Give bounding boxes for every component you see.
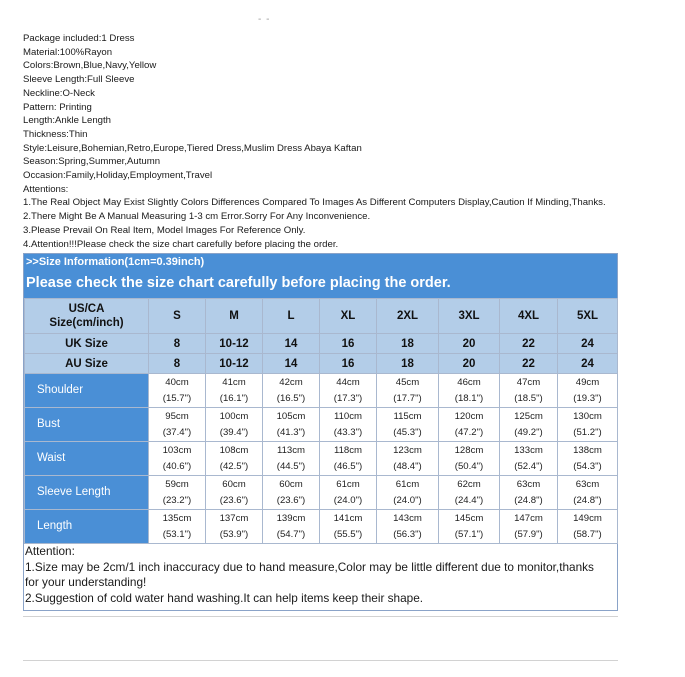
uk-size-cell: 18	[377, 334, 439, 354]
spec-line: Season:Spring,Summer,Autumn	[23, 156, 161, 168]
measure-cm: 113cm	[276, 445, 306, 456]
measure-cell	[500, 442, 558, 476]
measure-cell	[149, 374, 206, 408]
measure-cell	[263, 476, 320, 510]
product-specs	[23, 32, 683, 251]
measure-cm: 110cm	[333, 411, 363, 422]
spec-line: Neckline:O-Neck	[23, 87, 95, 99]
measure-cm: 100cm	[219, 411, 249, 422]
measure-inch: (18.5")	[514, 392, 543, 404]
measure-cm: 40cm	[165, 377, 189, 388]
measure-cm: 147cm	[514, 513, 543, 524]
measure-cm: 95cm	[165, 411, 189, 422]
measure-cell	[263, 408, 320, 442]
measure-inch: (56.3")	[393, 528, 422, 540]
measure-cell	[558, 476, 618, 510]
measure-cell	[320, 442, 377, 476]
size-header-cell: 5XL	[558, 299, 618, 334]
measure-cell	[320, 510, 377, 544]
divider	[23, 660, 618, 661]
measure-inch: (42.5")	[219, 460, 249, 472]
measure-inch: (18.1")	[454, 392, 484, 404]
note-line-1: 1.Size may be 2cm/1 inch inaccuracy due to hand measure,Color may be little different due to monitor,thanks	[25, 559, 594, 574]
measure-cell	[320, 374, 377, 408]
au-size-label: AU Size	[25, 354, 149, 374]
spec-line: 1.The Real Object May Exist Slightly Colors Differences Compared To Images As Different Computers Display,Caution If Minding,Thanks.	[23, 197, 606, 209]
measure-inch: (50.4")	[454, 460, 484, 472]
spec-line: 4.Attention!!!Please check the size chart carefully before placing the order.	[23, 238, 339, 250]
measure-cm: 115cm	[393, 411, 422, 422]
measure-cell	[206, 510, 263, 544]
table-row	[25, 374, 618, 408]
measure-cm: 130cm	[573, 411, 602, 422]
table-row	[25, 442, 618, 476]
uk-size-label: UK Size	[25, 334, 149, 354]
uk-size-cell: 10-12	[206, 334, 263, 354]
au-size-cell: 16	[320, 354, 377, 374]
au-size-cell: 8	[149, 354, 206, 374]
spec-line: Material:100%Rayon	[23, 46, 113, 58]
measure-cell	[558, 442, 618, 476]
measure-cm: 143cm	[393, 513, 422, 524]
size-header-cell: 4XL	[500, 299, 558, 334]
measure-cm: 42cm	[279, 377, 303, 388]
measure-cell	[320, 476, 377, 510]
measure-cm: 120cm	[454, 411, 484, 422]
size-header-cell: XL	[320, 299, 377, 334]
uk-size-cell: 22	[500, 334, 558, 354]
measure-cm: 61cm	[336, 479, 360, 490]
measure-cell	[149, 442, 206, 476]
measure-cell	[377, 442, 439, 476]
spec-line: Attentions:	[23, 183, 69, 195]
measure-cell	[263, 442, 320, 476]
us-ca-label: US/CA	[68, 303, 105, 315]
size-header-cell: S	[149, 299, 206, 334]
measure-cm: 63cm	[575, 479, 600, 490]
measure-inch: (15.7")	[162, 392, 192, 404]
measure-cell	[149, 408, 206, 442]
measure-inch: (24.8")	[514, 494, 543, 506]
measure-cm: 108cm	[219, 445, 249, 456]
spec-line: Thickness:Thin	[23, 128, 88, 140]
measure-cell	[377, 408, 439, 442]
measure-inch: (37.4")	[162, 426, 192, 438]
measure-cell	[206, 476, 263, 510]
measure-cell	[149, 476, 206, 510]
measure-cell	[377, 374, 439, 408]
measure-cell	[206, 442, 263, 476]
measure-cell	[439, 408, 500, 442]
size-header-label	[25, 299, 149, 334]
size-chart-warning: Please check the size chart carefully before placing the order.	[26, 275, 451, 291]
measure-cm: 41cm	[222, 377, 246, 388]
measure-cm: 60cm	[279, 479, 303, 490]
measure-label: Sleeve Length	[25, 476, 149, 510]
au-size-cell: 14	[263, 354, 320, 374]
measure-label: Waist	[25, 442, 149, 476]
measure-inch: (54.7")	[276, 528, 306, 540]
table-row	[25, 510, 618, 544]
measure-inch: (45.3")	[393, 426, 422, 438]
measure-inch: (23.2")	[162, 494, 192, 506]
measure-cm: 49cm	[575, 377, 600, 388]
measure-inch: (52.4")	[514, 460, 543, 472]
measure-inch: (24.4")	[454, 494, 484, 506]
measure-cm: 44cm	[336, 377, 360, 388]
measure-cell	[500, 510, 558, 544]
measure-inch: (54.3")	[573, 460, 602, 472]
note-title: Attention:	[25, 544, 75, 558]
measure-cm: 45cm	[395, 377, 420, 388]
measure-cm: 135cm	[162, 513, 192, 524]
size-header-cell: 2XL	[377, 299, 439, 334]
size-chart	[23, 253, 618, 611]
measure-cm: 125cm	[514, 411, 543, 422]
measure-inch: (57.1")	[454, 528, 484, 540]
uk-size-row	[25, 334, 618, 354]
spec-line: 2.There Might Be A Manual Measuring 1-3 cm Error.Sorry For Any Inconvenience.	[23, 211, 371, 223]
measure-inch: (24.0")	[333, 494, 363, 506]
uk-size-cell: 16	[320, 334, 377, 354]
measure-cell	[263, 510, 320, 544]
measure-cm: 133cm	[514, 445, 543, 456]
measure-cell	[206, 374, 263, 408]
measure-inch: (40.6")	[162, 460, 192, 472]
measure-cell	[439, 374, 500, 408]
divider	[23, 616, 618, 617]
measure-label: Length	[25, 510, 149, 544]
measure-cell	[500, 408, 558, 442]
measure-cm: 46cm	[457, 377, 481, 388]
uk-size-cell: 24	[558, 334, 618, 354]
table-row	[25, 408, 618, 442]
size-unit-label: Size(cm/inch)	[49, 317, 124, 329]
measure-inch: (43.3")	[333, 426, 363, 438]
measure-cell	[558, 374, 618, 408]
measure-inch: (17.3")	[333, 392, 363, 404]
au-size-cell: 22	[500, 354, 558, 374]
top-mark: - -	[258, 14, 271, 25]
spec-line: 3.Please Prevail On Real Item, Model Images For Reference Only.	[23, 224, 306, 236]
measure-cm: 137cm	[219, 513, 249, 524]
measure-inch: (39.4")	[219, 426, 249, 438]
measure-cell	[439, 510, 500, 544]
measure-inch: (19.3")	[573, 392, 602, 404]
measure-cm: 145cm	[454, 513, 484, 524]
measure-inch: (46.5")	[333, 460, 363, 472]
size-note	[24, 544, 617, 606]
measure-inch: (24.0")	[393, 494, 422, 506]
measure-inch: (58.7")	[573, 528, 602, 540]
measure-cm: 138cm	[573, 445, 602, 456]
measure-inch: (17.7")	[393, 392, 422, 404]
spec-line: Colors:Brown,Blue,Navy,Yellow	[23, 60, 157, 72]
note-line-1-cont: for your understanding!	[25, 575, 147, 590]
measure-inch: (48.4")	[393, 460, 422, 472]
measure-cm: 60cm	[222, 479, 246, 490]
size-header-cell: M	[206, 299, 263, 334]
measure-cm: 59cm	[165, 479, 189, 490]
measure-cm: 118cm	[333, 445, 363, 456]
au-size-cell: 10-12	[206, 354, 263, 374]
spec-line: Occasion:Family,Holiday,Employment,Travel	[23, 170, 213, 182]
measure-label: Bust	[25, 408, 149, 442]
uk-size-cell: 8	[149, 334, 206, 354]
measure-inch: (23.6")	[219, 494, 249, 506]
measure-inch: (24.8")	[573, 494, 602, 506]
measure-cm: 105cm	[276, 411, 306, 422]
measure-inch: (47.2")	[454, 426, 484, 438]
spec-line: Length:Ankle Length	[23, 115, 112, 127]
size-header-row	[25, 299, 618, 334]
measure-cm: 128cm	[454, 445, 484, 456]
size-table	[24, 298, 618, 544]
measure-cell	[149, 510, 206, 544]
size-chart-banner	[24, 254, 617, 298]
measure-cell	[439, 442, 500, 476]
measure-inch: (53.9")	[219, 528, 249, 540]
measure-cm: 62cm	[457, 479, 481, 490]
measure-inch: (41.3")	[276, 426, 306, 438]
size-info-heading: >>Size Information(1cm=0.39inch)	[26, 256, 205, 268]
au-size-cell: 20	[439, 354, 500, 374]
measure-cell	[558, 408, 618, 442]
measure-cell	[500, 476, 558, 510]
spec-line: Sleeve Length:Full Sleeve	[23, 74, 135, 86]
au-size-cell: 18	[377, 354, 439, 374]
measure-inch: (23.6")	[276, 494, 306, 506]
measure-cm: 139cm	[276, 513, 306, 524]
measure-cm: 103cm	[162, 445, 192, 456]
size-header-cell: L	[263, 299, 320, 334]
spec-line: Pattern: Printing	[23, 101, 92, 113]
measure-inch: (49.2")	[514, 426, 543, 438]
au-size-row	[25, 354, 618, 374]
measure-inch: (57.9")	[514, 528, 543, 540]
spec-line: Style:Leisure,Bohemian,Retro,Europe,Tiered Dress,Muslim Dress Abaya Kaftan	[23, 142, 362, 154]
measure-cell	[263, 374, 320, 408]
measure-cm: 149cm	[573, 513, 602, 524]
measure-cell	[206, 408, 263, 442]
measure-cell	[377, 510, 439, 544]
uk-size-cell: 14	[263, 334, 320, 354]
measure-cell	[377, 476, 439, 510]
measure-cell	[500, 374, 558, 408]
measure-inch: (16.5")	[276, 392, 306, 404]
measure-cm: 47cm	[516, 377, 541, 388]
measure-cm: 141cm	[333, 513, 363, 524]
measure-inch: (44.5")	[276, 460, 306, 472]
size-header-cell: 3XL	[439, 299, 500, 334]
measure-cell	[320, 408, 377, 442]
measure-cell	[439, 476, 500, 510]
measure-inch: (16.1")	[219, 392, 249, 404]
table-row	[25, 476, 618, 510]
spec-line: Package included:1 Dress	[23, 33, 135, 44]
measure-inch: (51.2")	[573, 426, 602, 438]
measure-cm: 61cm	[395, 479, 420, 490]
measure-inch: (53.1")	[162, 528, 192, 540]
note-line-2: 2.Suggestion of cold water hand washing.It can help items keep their shape.	[25, 590, 424, 605]
au-size-cell: 24	[558, 354, 618, 374]
measure-label: Shoulder	[25, 374, 149, 408]
measure-cell	[558, 510, 618, 544]
measure-cm: 123cm	[393, 445, 422, 456]
measure-inch: (55.5")	[333, 528, 363, 540]
uk-size-cell: 20	[439, 334, 500, 354]
measure-cm: 63cm	[516, 479, 541, 490]
